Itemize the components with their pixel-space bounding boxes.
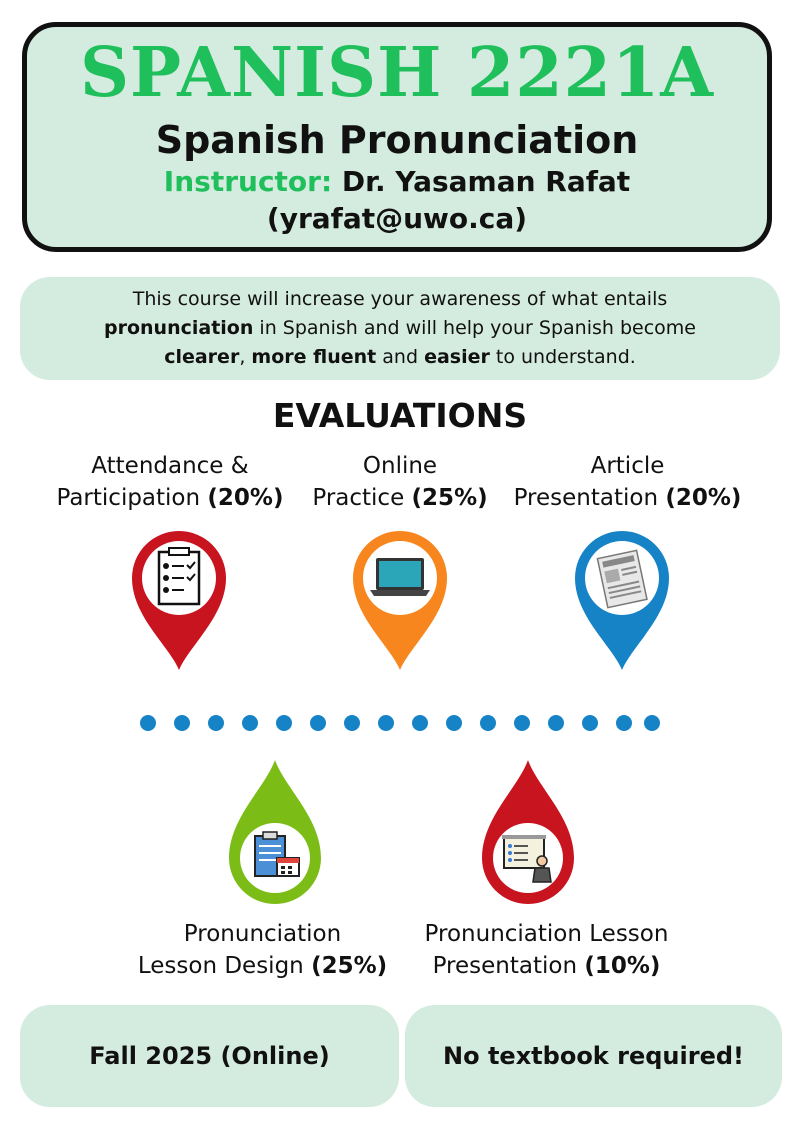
eval-label-line1: Article <box>590 453 665 479</box>
instructor-label: Instructor: <box>163 165 333 198</box>
eval-label-line2: Lesson Design <box>137 953 312 979</box>
course-header <box>22 22 772 252</box>
eval-weight: (20%) <box>665 485 742 511</box>
eval-label-line1: Pronunciation Lesson <box>424 921 669 947</box>
eval-weight: (20%) <box>207 485 284 511</box>
desc-text: to understand. <box>489 346 636 368</box>
course-code: SPANISH 2221A <box>79 33 715 113</box>
eval-label-online-practice <box>290 450 510 514</box>
desc-bold: pronunciation <box>104 317 254 339</box>
eval-label-line2: Presentation <box>432 953 585 979</box>
checklist-icon <box>159 548 199 604</box>
drop-red <box>478 758 578 908</box>
desc-text: , <box>239 346 252 368</box>
term-box <box>20 1005 399 1107</box>
course-description <box>20 277 780 380</box>
eval-label-lesson-design <box>120 918 405 982</box>
evaluations-title: EVALUATIONS <box>272 396 528 435</box>
textbook-text: No textbook required! <box>443 1042 744 1070</box>
desc-bold: easier <box>424 346 490 368</box>
eval-label-line1: Pronunciation <box>183 921 342 947</box>
eval-label-attendance <box>30 450 310 514</box>
eval-label-line1: Online <box>362 453 438 479</box>
eval-label-lesson-presentation <box>400 918 693 982</box>
laptop-icon <box>370 558 430 596</box>
eval-label-article <box>495 450 760 514</box>
eval-weight: (10%) <box>584 953 661 979</box>
instructor-name: Dr. Yasaman Rafat <box>341 165 631 198</box>
map-pin-blue <box>572 528 672 673</box>
desc-text: This course will increase your awareness of what entails <box>132 288 668 310</box>
course-name: Spanish Pronunciation <box>155 118 639 162</box>
map-pin-red <box>129 528 229 673</box>
textbook-box <box>405 1005 782 1107</box>
eval-weight: (25%) <box>311 953 388 979</box>
drop-green <box>225 758 325 908</box>
desc-text: and <box>376 346 425 368</box>
eval-label-line2: Presentation <box>513 485 666 511</box>
term-text: Fall 2025 (Online) <box>89 1042 330 1070</box>
eval-weight: (25%) <box>411 485 488 511</box>
desc-text: in Spanish and will help your Spanish become <box>253 317 696 339</box>
eval-label-line1: Attendance & <box>91 453 249 479</box>
eval-label-line2: Practice <box>312 485 412 511</box>
desc-bold: more fluent <box>251 346 377 368</box>
eval-label-line2: Participation <box>56 485 208 511</box>
map-pin-orange <box>350 528 450 673</box>
dotted-divider <box>130 708 670 738</box>
instructor-email: (yrafat@uwo.ca) <box>266 202 528 235</box>
instructor-line <box>27 165 767 199</box>
desc-bold: clearer <box>164 346 240 368</box>
